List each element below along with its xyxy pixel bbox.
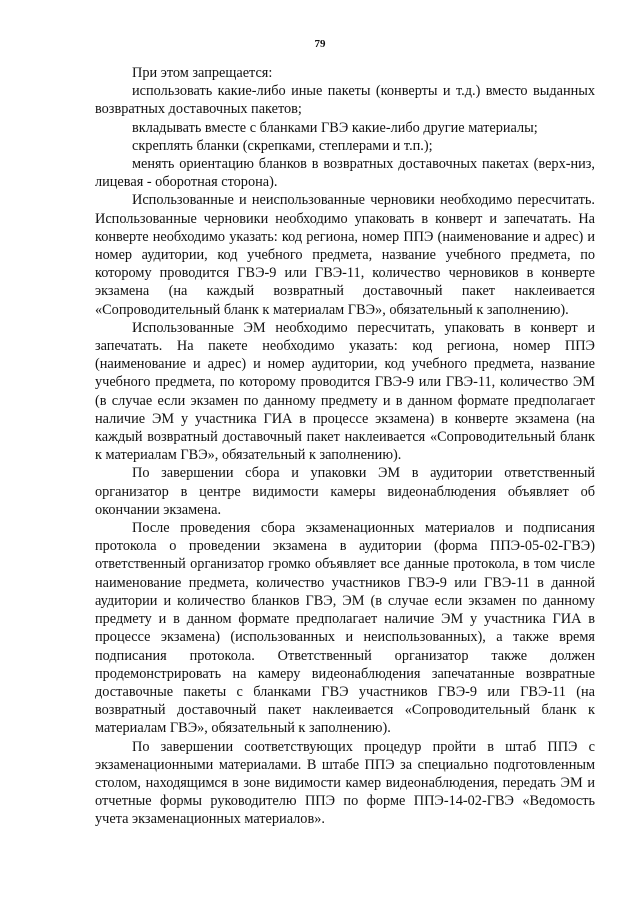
page-number: 79 [314,38,326,50]
paragraph-prohibited-other-packages: использовать какие-либо иные пакеты (конверты и т.д.) вместо выданных возвратных доставочных пакетов; [95,83,595,118]
paragraph-prohibited-other-materials: вкладывать вместе с бланками ГВЭ какие-либо другие материалы; [132,119,538,136]
paragraph-prohibited-stapling: скреплять бланки (скрепками, степлерами и т.п.); [132,137,433,154]
paragraph-exam-materials: Использованные ЭМ необходимо пересчитать, упаковать в конверт и запечатать. На пакете необходимо указать: код региона, номер ППЭ (наименование и адрес) и номер аудитории, код учебного предмета, название учебного предмета, по которому проводится ГВЭ-9 или ГВЭ-11, количество ЭМ (в случае если экзамен по данному предмету и в данном формате предполагает наличие ЭМ у участника ГИА в процессе экзамена) в конверте экзамена (на каждый возвратный доставочный пакет наклеивается «Сопроводительный бланк к материалам ГВЭ», обязательный к заполнению). [95,319,595,464]
body-text [95,64,595,829]
paragraph-drafts: Использованные и неиспользованные черновики необходимо пересчитать. Использованные черновики необходимо упаковать в конверт и запечатать. На конверте необходимо указать: код региона, номер ППЭ (наименование и адрес) и номер аудитории, код учебного предмета, название учебного предмета, по которому проводится ГВЭ-9 или ГВЭ-11, количество черновиков в конверте экзамена (на каждый возвратный доставочный пакет наклеивается «Сопроводительный бланк к материалам ГВЭ», обязательный к заполнению). [95,192,595,318]
paragraph-exam-end-announcement: По завершении сбора и упаковки ЭМ в аудитории ответственный организатор в центре видимости камеры видеонаблюдения объявляет об окончании экзамена. [95,465,595,518]
paragraph-prohibited-intro: При этом запрещается: [132,65,273,81]
paragraph-protocol: После проведения сбора экзаменационных материалов и подписания протокола о проведении экзамена в аудитории (форма ППЭ-05-02-ГВЭ) ответственный организатор громко объявляет все данные протокола, в том числе наименование предмета, количество участников ГВЭ-9 или ГВЭ-11 в данной аудитории и количество бланков ГВЭ, ЭМ (в случае если экзамен по данному предмету и в данном формате предполагает наличие ЭМ у участника ГИА в процессе экзамена) (использованных и неиспользованных), а также время подписания протокола. Ответственный организатор также должен продемонстрировать на камеру видеонаблюдения запечатанные возвратные доставочные пакеты с бланками ГВЭ участников ГВЭ-9 или ГВЭ-11 (на возвратный доставочный пакет наклеивается «Сопроводительный бланк к материалам ГВЭ», обязательный к заполнению). [95,520,595,737]
paragraph-handover: По завершении соответствующих процедур пройти в штаб ППЭ с экзаменационными материалами. В штабе ППЭ за специально подготовленным столом, находящимся в зоне видимости камер видеонаблюдения, передать ЭМ и отчетные формы руководителю ППЭ по форме ППЭ-14-02-ГВЭ «Ведомость учета экзаменационных материалов». [95,738,595,828]
paragraph-prohibited-orientation: менять ориентацию бланков в возвратных доставочных пакетах (верх-низ, лицевая - оборотная сторона). [95,156,595,191]
